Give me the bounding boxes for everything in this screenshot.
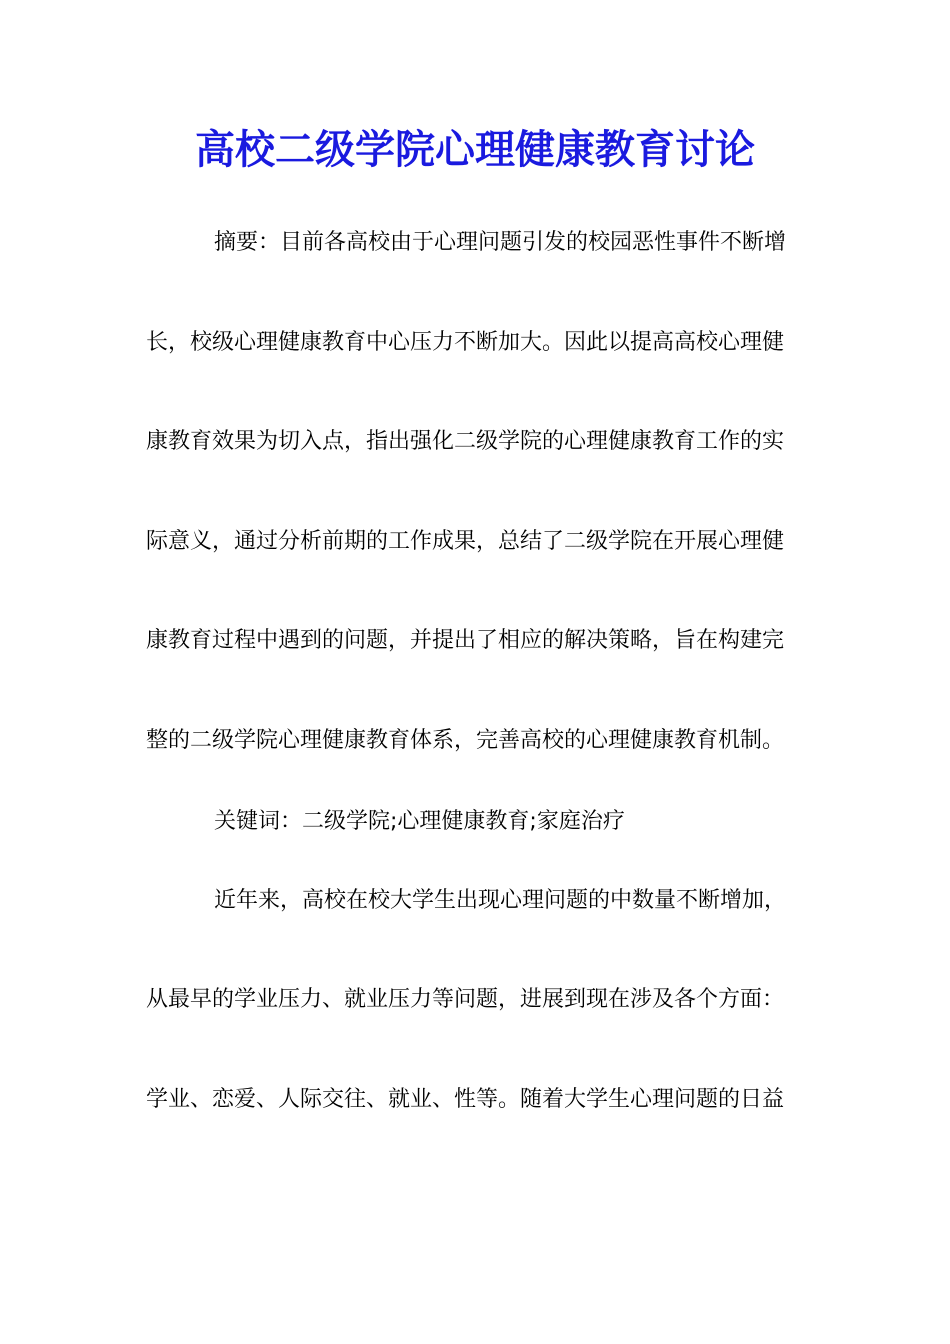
abstract-line: 康教育效果为切入点，指出强化二级学院的心理健康教育工作的实 bbox=[146, 429, 785, 454]
abstract-line: 摘要：目前各高校由于心理问题引发的校园恶性事件不断增 bbox=[214, 230, 787, 255]
abstract-line: 长，校级心理健康教育中心压力不断加大。因此以提高高校心理健 bbox=[146, 330, 785, 355]
abstract-line: 康教育过程中遇到的问题，并提出了相应的解决策略，旨在构建完 bbox=[146, 628, 785, 653]
body-line: 学业、恋爱、人际交往、就业、性等。随着大学生心理问题的日益 bbox=[146, 1087, 785, 1112]
body-line: 近年来，高校在校大学生出现心理问题的中数量不断增加， bbox=[214, 888, 787, 913]
keywords-line: 关键词：二级学院;心理健康教育;家庭治疗 bbox=[214, 809, 625, 834]
abstract-line: 整的二级学院心理健康教育体系，完善高校的心理健康教育机制。 bbox=[146, 728, 785, 753]
document-title: 高校二级学院心理健康教育讨论 bbox=[195, 126, 755, 173]
abstract-line: 际意义，通过分析前期的工作成果，总结了二级学院在开展心理健 bbox=[146, 529, 785, 554]
body-line: 从最早的学业压力、就业压力等问题，进展到现在涉及各个方面： bbox=[146, 987, 785, 1012]
